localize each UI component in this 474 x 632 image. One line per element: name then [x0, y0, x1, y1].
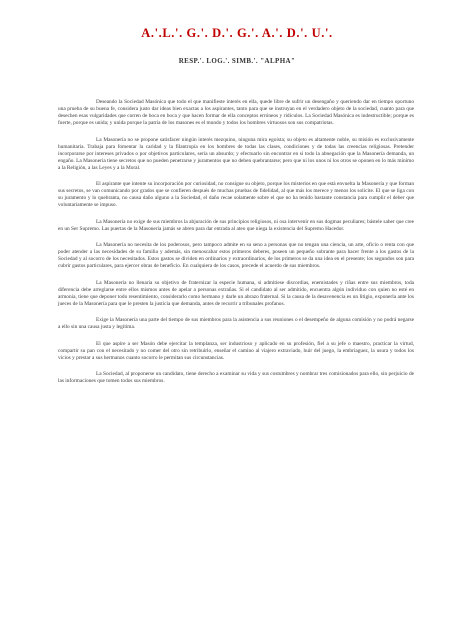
- paragraph: La Masonería no exige de sus miembros la abjuración de sus principios religiosos, ni osa intervenir en sus dogmas peculiares; bástele saber que cree en un Ser Supremo. Las puertas de la Masonería jamás se abren para dar entrada al ateo que niega la existencia del Supremo Hacedor.: [58, 218, 414, 232]
- paragraph: La Masonería no necesita de los poderosos, pero tampoco admite en su seno a personas que no tengan una ciencia, un arte, oficio o renta con que poder atender a las necesidades de su familia y además, sin menoscabar estos primeros deberes, poseen un pequeño sobrante para hacer frente a los gastos de la Sociedad y al socorro de los necesitados. Estos gastos se dividen en ordinarios y extraordinarios, de los primeros se da una idea en el presente; los segundos son para cubrir gastos particulares, para ejercer obras de beneficio. En cualquiera de los casos, precede el acuerdo de sus miembros.: [58, 242, 414, 270]
- paragraph: La Masonería no se propone satisfacer ningún interés mezquino, ninguna mira egoísta; su objeto es altamente noble, su misión es exclusivamente humanitaria. Trabaja para fomentar la caridad y la filantropía en los hombres de todas las clases, condiciones y de todas las creencias religiosas. Pretender incorporarse por intereses privados o por objetivos particulares, sería un absurdo; y efectuarlo sin encontrar en sí todo la abnegación que la Masonería demanda, un engaño. La Masonería tiene secretos que no pueden penetrarse y juramentos que no deben quebrantarse; pero que ni los unos ni los otros se oponen en lo más mínimo a la Religión, a las Leyes y a la Moral.: [58, 136, 414, 171]
- paragraph: Exige la Masonería una parte del tiempo de sus miembros para la asistencia a sus reuniones o el desempeño de alguna comisión y no podrá negarse a ello sin una causa justa y legítima.: [58, 317, 414, 331]
- document-subtitle: RESP.'. LOG.'. SIMB.'. "ALPHA": [178, 57, 296, 65]
- paragraph: La Masonería no llenaría su objetivo de fraternizar la especie humana, si admitiese discordias, enemistades y riñas entre sus miembros, toda diferencia debe arreglarse entre ellos mismos antes de apelar a personas extrañas. Si el candidato al ser admitido, encuentra algún individuo con quien no esté en armonía, tiene que deponer todo resentimiento, considerarlo como hermano y darle un abrazo fraternal. Si la causa de la desavenencia es un litigio, exponerla ante los jueces de la Masonería para que le presten la justicia que demanda, antes de recurrir a tribunales profanos.: [58, 279, 414, 307]
- document-title: A.'.L.'. G.'. D.'. G.'. A.'. D.'. U.'.: [141, 26, 333, 40]
- paragraph: La Sociedad, al proponerse un candidato, tiene derecho a examinar su vida y sus costumbres y nombrar tres comisionados para ello, sin perjuicio de las informaciones que tomen todos sus miembros.: [58, 371, 414, 385]
- paragraph: El aspirante que intente su incorporación por curiosidad, no consigue su objeto, porque los misterios en que está envuelta la Masonería y que forman sus secretos, se van comunicando por grados que se confieren después de muchas pruebas de fidelidad, al que más los merece y menos los solicite. El que se liga con su juramento y lo quebranta, no causa daño alguno a la Sociedad, el daño recae solamente sobre el que no ha tenido bastante constancia para cumplir el deber que voluntariamente se impuso.: [58, 181, 415, 209]
- document-body: [58, 99, 414, 395]
- paragraph: El que aspire a ser Masón debe ejercitar la templanza, ser industrioso y aplicado en su profesión, fiel a su jefe o maestro, practicar la virtud, compartir su pan con el necesitado y no comer del otro sin retribuirlo, enseñar el camino al viajero extraviado, huir del juego, la embriaguez, la usura y todos los vicios y prestar a sus hermanos cuanto socorro le permitan sus circunstancias.: [58, 340, 414, 361]
- paragraph: Deseando la Sociedad Masónica que todo el que manifieste interés en ella, quede libre de sufrir un desengaño y queriendo dar en tiempo oportuno una prueba de su buena fe, considera justo dar ideas bien exactas a los aspirantes, tanto para que se instruyan en el verdadero objeto de la sociedad, cuanto para que desechen esas vulgaridades que corren de boca en boca y que hacen formar de ella conceptos erróneos y ridículos. La Sociedad Masónica es indestructible; porque es fuerte, porque es unida; y unida porque la patria de los masones es el mundo y todos los hombres virtuosos son sus compatriotas.: [58, 99, 414, 127]
